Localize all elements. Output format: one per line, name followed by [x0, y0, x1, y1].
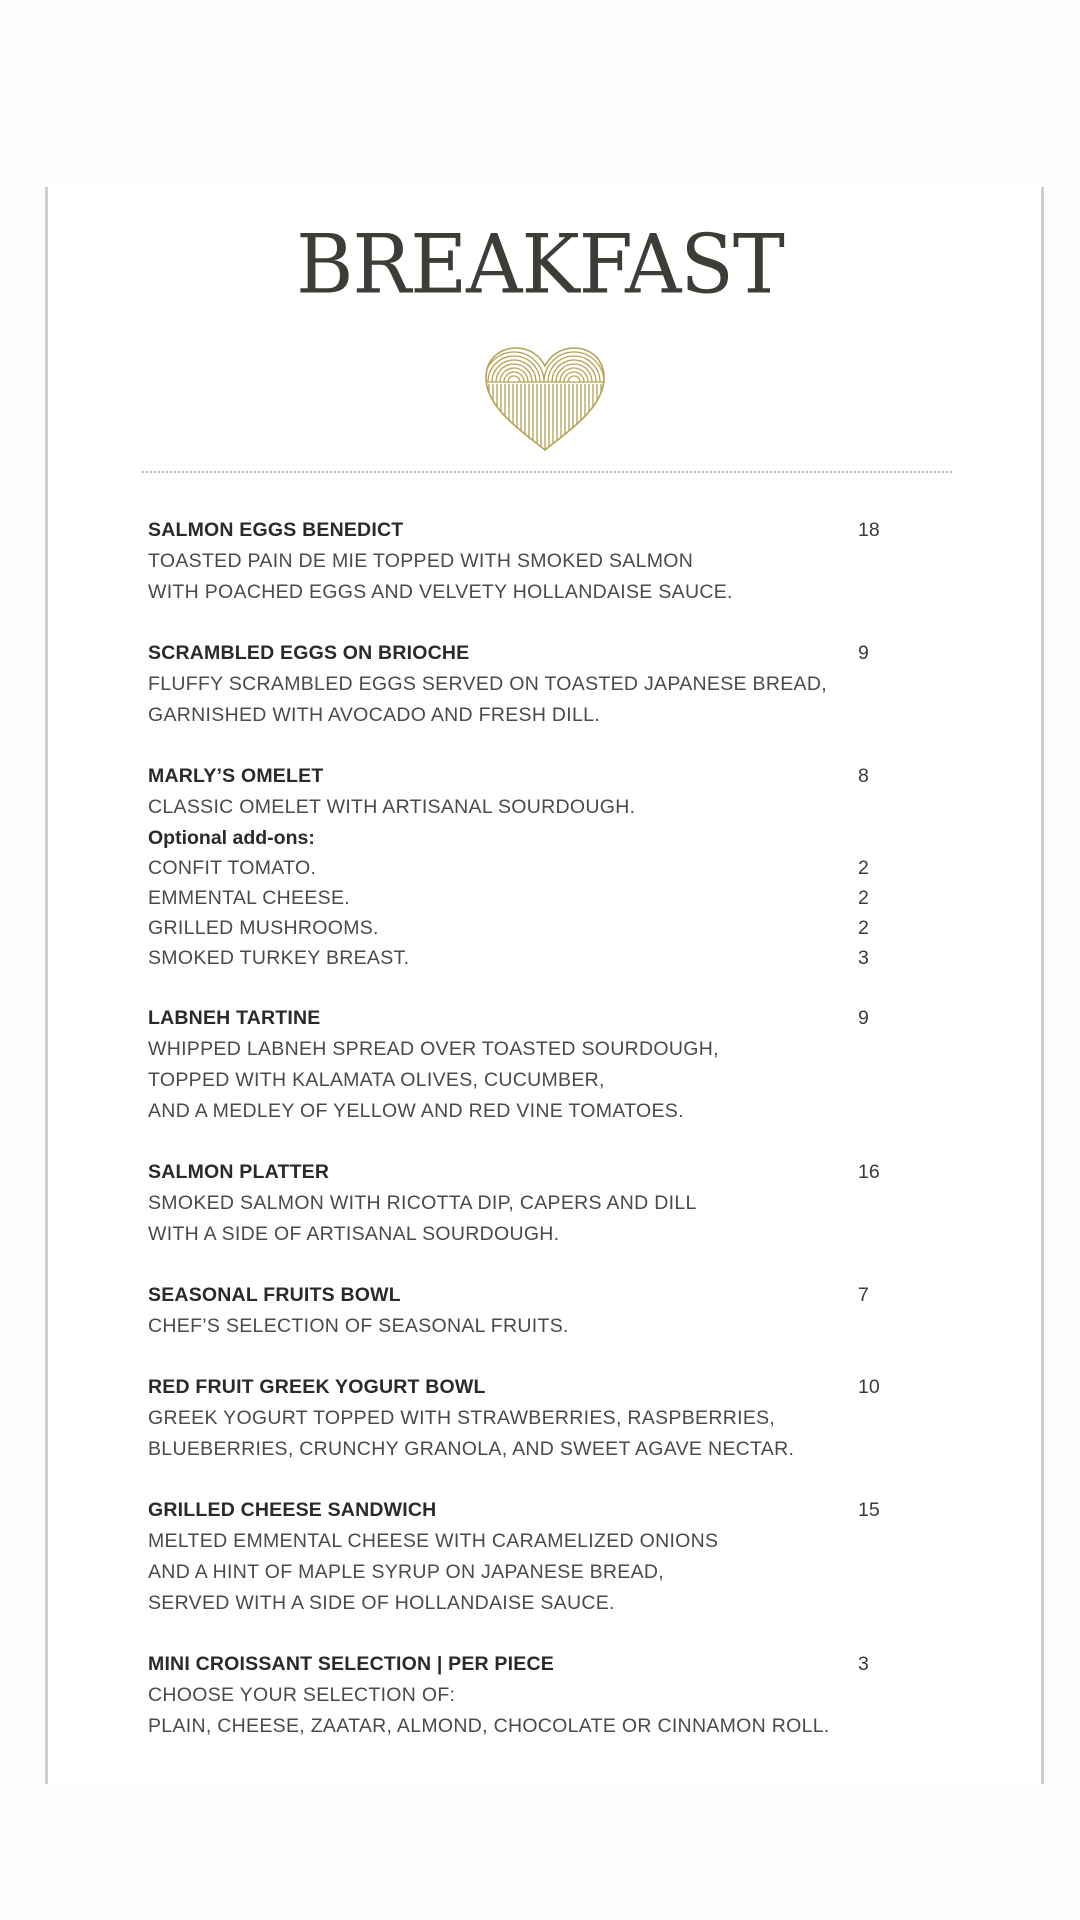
menu-item-description: TOASTED PAIN DE MIE TOPPED WITH SMOKED SALMON: [148, 550, 694, 572]
menu-item-price: 9: [858, 642, 869, 664]
menu-item-name: LABNEH TARTINE: [148, 1007, 321, 1029]
menu-item: [148, 1280, 898, 1342]
menu-item-description: GREEK YOGURT TOPPED WITH STRAWBERRIES, RASPBERRIES,: [148, 1407, 776, 1429]
menu-item-name: GRILLED CHEESE SANDWICH: [148, 1499, 437, 1521]
menu-item-price: 7: [858, 1284, 869, 1306]
menu-item-description: FLUFFY SCRAMBLED EGGS SERVED ON TOASTED JAPANESE BREAD,: [148, 673, 827, 695]
menu-list: [148, 515, 898, 1772]
menu-item: [148, 1003, 898, 1127]
menu-item-price: 18: [858, 519, 880, 541]
page-border-right: [1041, 187, 1044, 1784]
addon-row: [148, 913, 898, 943]
addon-row: [148, 853, 898, 883]
menu-item: [148, 761, 898, 973]
page-border-left: [45, 187, 48, 1784]
menu-item-price: 15: [858, 1499, 880, 1521]
menu-item-description: AND A HINT OF MAPLE SYRUP ON JAPANESE BREAD,: [148, 1561, 665, 1583]
menu-item-description: TOPPED WITH KALAMATA OLIVES, CUCUMBER,: [148, 1069, 605, 1091]
menu-item-price: 3: [858, 1653, 869, 1675]
divider: [142, 471, 952, 473]
menu-item-description: MELTED EMMENTAL CHEESE WITH CARAMELIZED ONIONS: [148, 1530, 719, 1552]
addon-price: 2: [858, 917, 870, 939]
addons-heading: Optional add-ons:: [148, 827, 315, 849]
menu-item-description: CLASSIC OMELET WITH ARTISANAL SOURDOUGH.: [148, 796, 636, 818]
menu-item-description: AND A MEDLEY OF YELLOW AND RED VINE TOMATOES.: [148, 1100, 684, 1122]
menu-item-header: [148, 1495, 898, 1526]
menu-item-description: WITH POACHED EGGS AND VELVETY HOLLANDAISE SAUCE.: [148, 581, 733, 603]
menu-item-name: MARLY’S OMELET: [148, 765, 324, 787]
menu-item: [148, 1157, 898, 1250]
addon-name: EMMENTAL CHEESE.: [148, 887, 350, 909]
menu-item-description: WHIPPED LABNEH SPREAD OVER TOASTED SOURDOUGH,: [148, 1038, 719, 1060]
addon-price: 3: [858, 947, 870, 969]
menu-item-header: [148, 638, 898, 669]
menu-item-price: 9: [858, 1007, 869, 1029]
menu-item-name: SALMON PLATTER: [148, 1161, 330, 1183]
menu-item-name: MINI CROISSANT SELECTION | PER PIECE: [148, 1653, 554, 1675]
menu-item-name: SEASONAL FRUITS BOWL: [148, 1284, 401, 1306]
menu-item-name: SALMON EGGS BENEDICT: [148, 519, 404, 541]
addon-price: 2: [858, 857, 870, 879]
menu-item-name: RED FRUIT GREEK YOGURT BOWL: [148, 1376, 486, 1398]
menu-item-description: BLUEBERRIES, CRUNCHY GRANOLA, AND SWEET AGAVE NECTAR.: [148, 1438, 795, 1460]
addon-row: [148, 943, 898, 973]
menu-item-header: [148, 1649, 898, 1680]
addon-row: [148, 883, 898, 913]
menu-item: [148, 638, 898, 731]
menu-item-description: CHEF’S SELECTION OF SEASONAL FRUITS.: [148, 1315, 569, 1337]
addon-name: CONFIT TOMATO.: [148, 857, 317, 879]
menu-item-header: [148, 515, 898, 546]
menu-item-header: [148, 761, 898, 792]
menu-item-description: GARNISHED WITH AVOCADO AND FRESH DILL.: [148, 704, 601, 726]
menu-item-price: 10: [858, 1376, 880, 1398]
menu-title: BREAKFAST: [296, 217, 784, 313]
menu-item-header: [148, 1280, 898, 1311]
menu-item-description: WITH A SIDE OF ARTISANAL SOURDOUGH.: [148, 1223, 560, 1245]
menu-item-price: 16: [858, 1161, 880, 1183]
menu-item-price: 8: [858, 765, 869, 787]
menu-item-header: [148, 1003, 898, 1034]
addon-price: 2: [858, 887, 870, 909]
menu-item-description: CHOOSE YOUR SELECTION OF:: [148, 1684, 456, 1706]
heart-arches-icon: [483, 346, 607, 452]
menu-item: [148, 1372, 898, 1465]
menu-item-header: [148, 1372, 898, 1403]
menu-item-name: SCRAMBLED EGGS ON BRIOCHE: [148, 642, 470, 664]
menu-item: [148, 1649, 898, 1742]
menu-item-description: PLAIN, CHEESE, ZAATAR, ALMOND, CHOCOLATE OR CINNAMON ROLL.: [148, 1715, 830, 1737]
menu-item-description: SERVED WITH A SIDE OF HOLLANDAISE SAUCE.: [148, 1592, 615, 1614]
menu-item: [148, 1495, 898, 1619]
menu-item-description: SMOKED SALMON WITH RICOTTA DIP, CAPERS AND DILL: [148, 1192, 697, 1214]
addon-name: GRILLED MUSHROOMS.: [148, 917, 379, 939]
menu-item: [148, 515, 898, 608]
menu-item-header: [148, 1157, 898, 1188]
addon-name: SMOKED TURKEY BREAST.: [148, 947, 410, 969]
